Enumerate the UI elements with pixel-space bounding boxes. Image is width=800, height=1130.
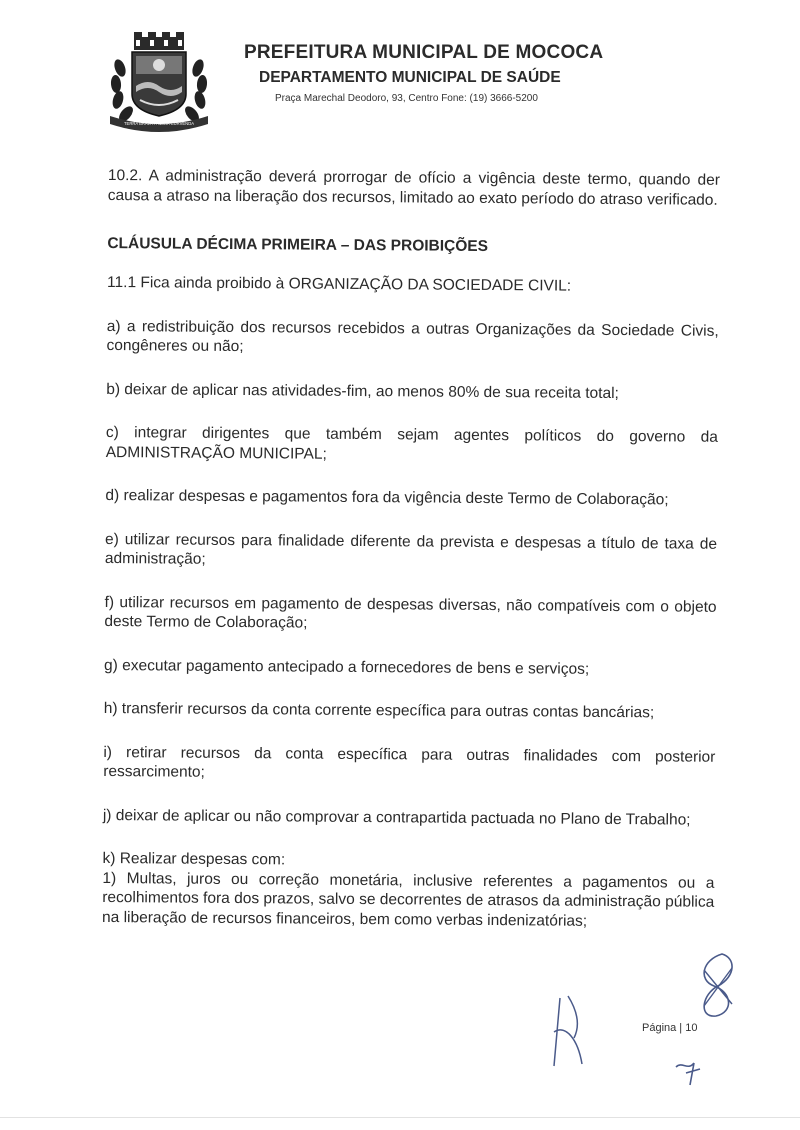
- svg-text:TERRA BRAVA FAMILIA CURVENDA: TERRA BRAVA FAMILIA CURVENDA: [123, 121, 195, 126]
- municipal-crest-logo: [106, 28, 212, 134]
- document-body: [102, 166, 720, 932]
- page-bottom-rule: [0, 1117, 800, 1118]
- paragraph-10-2: 10.2. A administração deverá prorrogar de ofício a vigência deste termo, quando der causa a atraso na liberação dos recursos, limitado ao exato período do atraso verificado.: [107, 166, 720, 209]
- list-item-i: i) retirar recursos da conta específica para outras finalidades com posterior ressarcimento;: [103, 743, 716, 781]
- header-address: Praça Marechal Deodoro, 93, Centro Fone: (19) 3666-5200: [275, 93, 538, 104]
- paragraph-11-1: 11.1 Fica ainda proibido à ORGANIZAÇÃO DA SOCIEDADE CIVIL:: [107, 273, 572, 295]
- list-item-e: e) utilizar recursos para finalidade diferente da prevista e despesas a título de taxa de administração;: [104, 530, 718, 568]
- rubric-mark: [672, 1055, 706, 1089]
- margin-signature: [692, 950, 742, 1020]
- list-item-g: g) executar pagamento antecipado a fornecedores de bens e serviços;: [104, 656, 590, 678]
- page-number: Página | 10: [642, 1022, 698, 1034]
- list-item-b: b) deixar de aplicar nas atividades-fim, ao menos 80% de sua receita total;: [106, 380, 619, 402]
- list-item-j: j) deixar de aplicar ou não comprovar a contrapartida pactuada no Plano de Trabalho;: [102, 806, 691, 829]
- list-item-d: d) realizar despesas e pagamentos fora da vigência deste Termo de Colaboração;: [105, 486, 669, 509]
- department-title: DEPARTAMENTO MUNICIPAL DE SAÚDE: [259, 69, 561, 86]
- list-item-a: a) a redistribuição dos recursos recebidos a outras Organizações da Sociedade Civis, congêneres ou não;: [106, 317, 719, 356]
- bottom-signature: [538, 992, 598, 1072]
- list-item-h: h) transferir recursos da conta corrente específica para outras contas bancárias;: [103, 699, 655, 722]
- list-item-k: k) Realizar despesas com:: [102, 849, 286, 869]
- list-item-k1: 1) Multas, juros ou correção monetária, inclusive referentes a pagamentos ou a recolhimentos fora dos prazos, salvo se decorrentes de atrasos da administração pública na liberação de recursos financeiros, bem como verbas indenizatórias;: [102, 869, 715, 930]
- clause-heading: CLÁUSULA DÉCIMA PRIMEIRA – DAS PROIBIÇÕES: [107, 234, 489, 255]
- list-item-f: f) utilizar recursos em pagamento de despesas diversas, não compatíveis com o objeto deste Termo de Colaboração;: [104, 593, 717, 632]
- document-header: [244, 42, 664, 104]
- municipality-title: PREFEITURA MUNICIPAL DE MOCOCA: [244, 42, 604, 63]
- list-item-c: c) integrar dirigentes que também sejam agentes políticos do governo da ADMINISTRAÇÃO MUNICIPAL;: [105, 423, 718, 463]
